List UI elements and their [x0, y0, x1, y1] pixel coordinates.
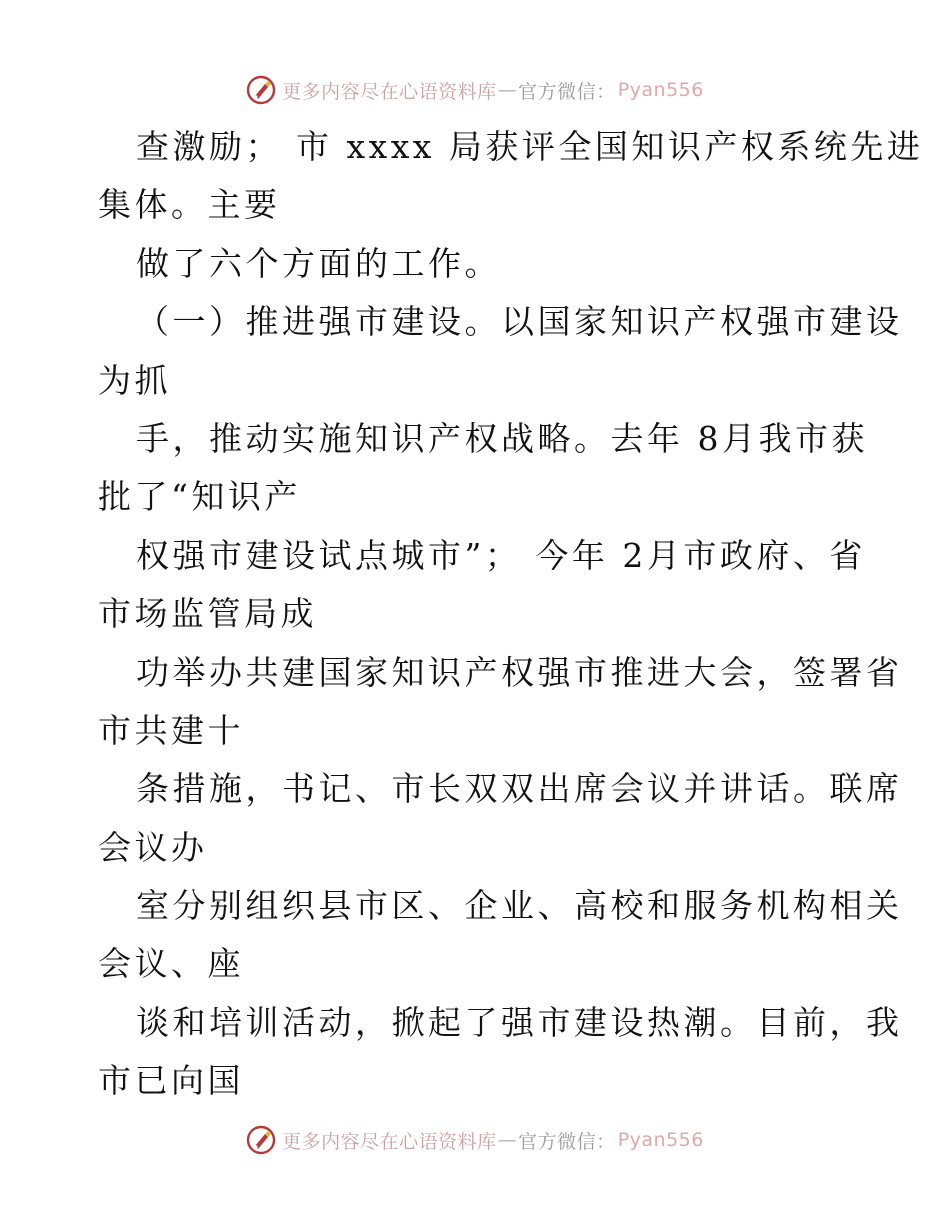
text-line: 市场监管局成	[98, 594, 317, 634]
text-line: 会议办	[98, 827, 208, 867]
footer-separator: —	[497, 1129, 518, 1151]
footer-promo-text: 更多内容尽在心语资料库	[282, 1130, 497, 1153]
text-line: （一）推进强市建设。以国家知识产权强市建设	[136, 302, 903, 342]
text-line: 批了“知识产	[98, 477, 301, 517]
header-banner	[0, 72, 950, 108]
text-line: 集体。主要	[98, 185, 281, 225]
header-promo-text: 更多内容尽在心语资料库	[282, 80, 497, 103]
header-wechat-id: Pyan556	[617, 79, 704, 101]
text-line: 功举办共建国家知识产权强市推进大会，签署省	[136, 652, 903, 692]
text-line: 室分别组织县市区、企业、高校和服务机构相关	[136, 886, 903, 926]
text-line: 权强市建设试点城市”； 今年 2月市政府、省	[136, 535, 866, 575]
footer-official-label: 官方微信：	[518, 1130, 616, 1153]
pen-nib-logo-icon	[246, 1125, 276, 1155]
header-official-label: 官方微信：	[518, 80, 616, 103]
text-line: 手，推动实施知识产权战略。去年 8月我市获	[136, 418, 868, 458]
text-line: 为抓	[98, 360, 171, 400]
footer-wechat-id: Pyan556	[617, 1129, 704, 1151]
footer-banner	[0, 1122, 950, 1158]
text-line: 会议、座	[98, 944, 244, 984]
text-line: 市共建十	[98, 710, 244, 750]
text-line: 做了六个方面的工作。	[136, 243, 501, 283]
text-line: 查激励； 市 xxxx 局获评全国知识产权系统先进	[136, 127, 924, 166]
pen-nib-logo-icon	[246, 75, 276, 105]
document-body	[98, 118, 924, 1111]
text-line: 谈和培训活动，掀起了强市建设热潮。目前，我	[136, 1002, 903, 1042]
text-line: 市已向国	[98, 1061, 244, 1101]
text-line: 条措施，书记、市长双双出席会议并讲话。联席	[136, 769, 903, 809]
header-separator: —	[497, 79, 518, 101]
